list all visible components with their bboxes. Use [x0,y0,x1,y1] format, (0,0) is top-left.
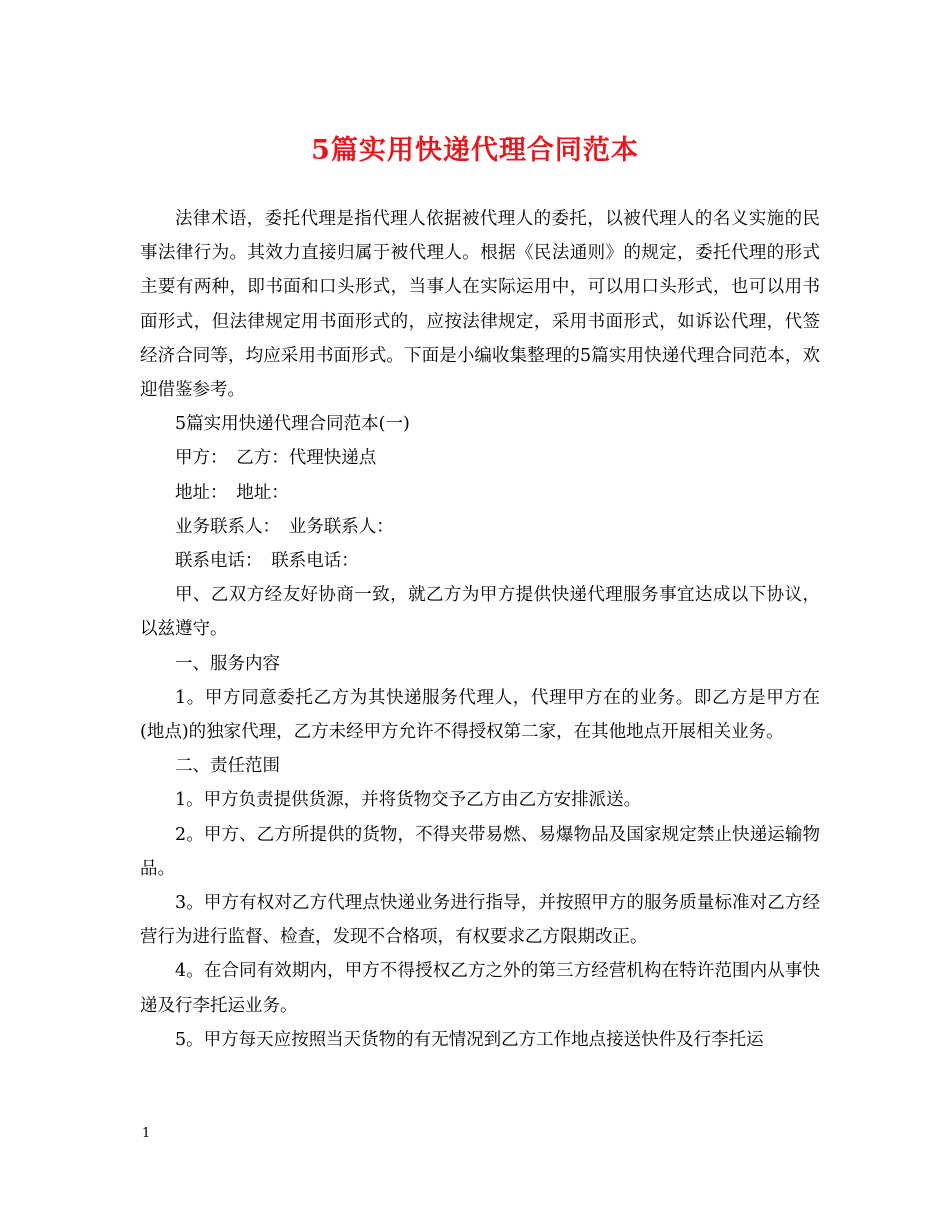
paragraph-address-line: 地址： 地址： [175,482,289,503]
paragraph-heading-service: 一、服务内容 [175,653,280,674]
paragraph-intro: 法律术语，委托代理是指代理人依据被代理人的委托，以被代理人的名义实施的民事法律行为。其效力直接归属于被代理人。根据《民法通则》的规定，委托代理的形式主要有两种，即书面和口头形式，当事人在实际运用中，可以用口头形式，也可以用书面形式，但法律规定用书面形式的，应按法律规定，采用书面形式，如诉讼代理，代签经济合同等，均应采用书面形式。下面是小编收集整理的5篇实用快递代理合同范本，欢迎借鉴参考。 [140,209,820,401]
page-number: 1 [142,1126,151,1141]
paragraph-responsibility-1: 1。甲方负责提供货源，并将货物交予乙方由乙方安排派送。 [175,790,642,811]
paragraph-responsibility-2: 2。甲方、乙方所提供的货物，不得夹带易燃、易爆物品及国家规定禁止快递运输物品。 [140,824,820,879]
paragraph-party-line: 甲方： 乙方：代理快递点 [175,448,377,469]
paragraph-agreement: 甲、乙双方经友好协商一致，就乙方为甲方提供快递代理服务事宜达成以下协议，以兹遵守。 [140,585,820,640]
paragraph-responsibility-5: 5。甲方每天应按照当天货物的有无情况到乙方工作地点接送快件及行李托运 [175,1029,764,1050]
paragraph-section-heading: 5篇实用快递代理合同范本(一) [175,414,410,435]
paragraph-heading-responsibility: 二、责任范围 [175,756,280,777]
paragraph-phone-line: 联系电话： 联系电话： [175,551,359,572]
paragraph-responsibility-3: 3。甲方有权对乙方代理点快递业务进行指导，并按照甲方的服务质量标准对乙方经营行为进行监督、检查，发现不合格项，有权要求乙方限期改正。 [140,893,820,948]
paragraph-service-1: 1。甲方同意委托乙方为其快递服务代理人，代理甲方在的业务。即乙方是甲方在 (地点)的独家代理，乙方未经甲方允许不得授权第二家，在其他地点开展相关业务。 [140,687,820,743]
document-body [140,202,820,1057]
paragraph-responsibility-4: 4。在合同有效期内，甲方不得授权乙方之外的第三方经营机构在特许范围内从事快递及行李托运业务。 [140,961,820,1016]
paragraph-contact-person-line: 业务联系人： 业务联系人： [175,516,394,537]
document-title: 5篇实用快递代理合同范本 [311,135,639,166]
